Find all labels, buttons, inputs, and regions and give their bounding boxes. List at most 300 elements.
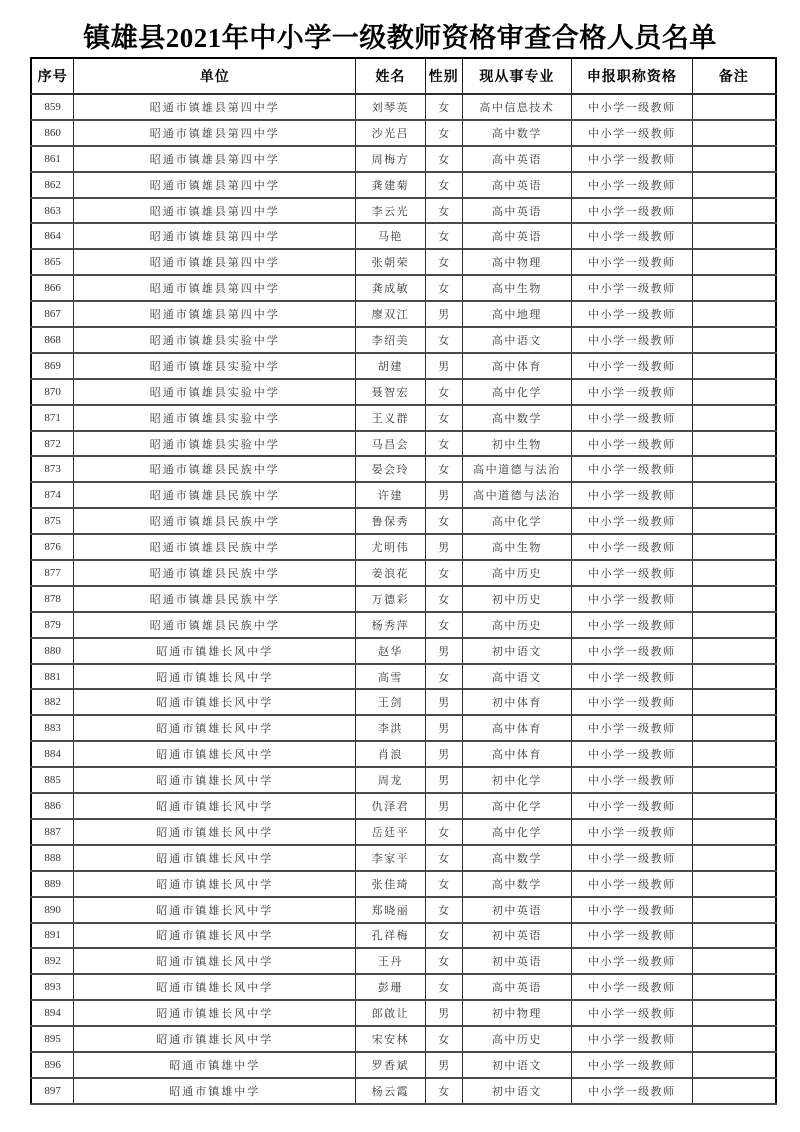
cell-rank: 中小学一级教师 [572, 1078, 692, 1104]
cell-unit: 昭通市镇雄长风中学 [74, 897, 356, 923]
cell-gender: 女 [425, 664, 462, 690]
cell-remark [692, 405, 776, 431]
cell-remark [692, 586, 776, 612]
cell-unit: 昭通市镇雄县第四中学 [74, 146, 356, 172]
table-row [31, 1052, 776, 1078]
table-row [31, 612, 776, 638]
cell-unit: 昭通市镇雄县实验中学 [74, 327, 356, 353]
cell-major: 高中物理 [462, 249, 571, 275]
cell-gender: 女 [425, 560, 462, 586]
cell-major: 高中化学 [462, 379, 571, 405]
cell-unit: 昭通市镇雄长风中学 [74, 767, 356, 793]
cell-unit: 昭通市镇雄长风中学 [74, 793, 356, 819]
cell-remark [692, 456, 776, 482]
cell-no: 859 [31, 94, 74, 120]
cell-no: 897 [31, 1078, 74, 1104]
cell-no: 892 [31, 948, 74, 974]
cell-gender: 男 [425, 1052, 462, 1078]
cell-remark [692, 845, 776, 871]
cell-rank: 中小学一级教师 [572, 94, 692, 120]
cell-name: 宋安林 [356, 1026, 425, 1052]
cell-rank: 中小学一级教师 [572, 431, 692, 457]
cell-name: 龚建菊 [356, 172, 425, 198]
cell-major: 高中体育 [462, 353, 571, 379]
table-row [31, 1078, 776, 1104]
cell-name: 郎啟让 [356, 1000, 425, 1026]
cell-no: 891 [31, 923, 74, 949]
column-header-rank: 申报职称资格 [572, 58, 692, 94]
cell-remark [692, 327, 776, 353]
cell-no: 882 [31, 689, 74, 715]
cell-gender: 女 [425, 379, 462, 405]
cell-gender: 男 [425, 482, 462, 508]
cell-gender: 男 [425, 793, 462, 819]
cell-name: 聂智宏 [356, 379, 425, 405]
cell-no: 864 [31, 223, 74, 249]
cell-rank: 中小学一级教师 [572, 275, 692, 301]
cell-name: 杨云霞 [356, 1078, 425, 1104]
cell-major: 初中语文 [462, 638, 571, 664]
cell-gender: 女 [425, 612, 462, 638]
cell-rank: 中小学一级教师 [572, 534, 692, 560]
cell-gender: 女 [425, 923, 462, 949]
cell-no: 876 [31, 534, 74, 560]
cell-remark [692, 612, 776, 638]
table-row [31, 638, 776, 664]
table-row [31, 819, 776, 845]
cell-remark [692, 534, 776, 560]
cell-no: 895 [31, 1026, 74, 1052]
column-header-name: 姓名 [356, 58, 425, 94]
cell-no: 861 [31, 146, 74, 172]
table-row [31, 1026, 776, 1052]
cell-major: 高中数学 [462, 845, 571, 871]
cell-name: 许建 [356, 482, 425, 508]
cell-rank: 中小学一级教师 [572, 715, 692, 741]
cell-rank: 中小学一级教师 [572, 897, 692, 923]
cell-major: 初中化学 [462, 767, 571, 793]
cell-remark [692, 871, 776, 897]
table-row [31, 94, 776, 120]
table-row [31, 379, 776, 405]
table-body [31, 94, 776, 1104]
cell-remark [692, 793, 776, 819]
table-row [31, 146, 776, 172]
cell-gender: 男 [425, 534, 462, 560]
cell-rank: 中小学一级教师 [572, 172, 692, 198]
cell-unit: 昭通市镇雄长风中学 [74, 819, 356, 845]
cell-no: 879 [31, 612, 74, 638]
cell-gender: 女 [425, 508, 462, 534]
cell-name: 高雪 [356, 664, 425, 690]
cell-major: 高中历史 [462, 1026, 571, 1052]
cell-remark [692, 897, 776, 923]
column-header-no: 序号 [31, 58, 74, 94]
cell-rank: 中小学一级教师 [572, 146, 692, 172]
cell-remark [692, 948, 776, 974]
cell-no: 865 [31, 249, 74, 275]
cell-no: 894 [31, 1000, 74, 1026]
cell-gender: 女 [425, 1026, 462, 1052]
cell-major: 高中历史 [462, 560, 571, 586]
cell-rank: 中小学一级教师 [572, 249, 692, 275]
cell-remark [692, 146, 776, 172]
cell-name: 刘琴英 [356, 94, 425, 120]
table-row [31, 405, 776, 431]
cell-unit: 昭通市镇雄县第四中学 [74, 249, 356, 275]
cell-no: 880 [31, 638, 74, 664]
cell-unit: 昭通市镇雄县实验中学 [74, 405, 356, 431]
cell-gender: 女 [425, 845, 462, 871]
table-header [31, 58, 776, 94]
cell-rank: 中小学一级教师 [572, 586, 692, 612]
cell-unit: 昭通市镇雄长风中学 [74, 948, 356, 974]
cell-rank: 中小学一级教师 [572, 379, 692, 405]
cell-gender: 女 [425, 586, 462, 612]
cell-name: 马昌会 [356, 431, 425, 457]
cell-no: 875 [31, 508, 74, 534]
cell-no: 884 [31, 741, 74, 767]
cell-name: 周梅方 [356, 146, 425, 172]
cell-no: 873 [31, 456, 74, 482]
cell-gender: 女 [425, 146, 462, 172]
table-row [31, 1000, 776, 1026]
cell-remark [692, 1078, 776, 1104]
cell-unit: 昭通市镇雄县民族中学 [74, 612, 356, 638]
cell-major: 高中历史 [462, 612, 571, 638]
cell-no: 883 [31, 715, 74, 741]
table-row [31, 871, 776, 897]
cell-remark [692, 379, 776, 405]
cell-unit: 昭通市镇雄长风中学 [74, 871, 356, 897]
cell-rank: 中小学一级教师 [572, 456, 692, 482]
cell-rank: 中小学一级教师 [572, 198, 692, 224]
table-row [31, 948, 776, 974]
cell-name: 姜浪花 [356, 560, 425, 586]
cell-rank: 中小学一级教师 [572, 1052, 692, 1078]
table-row [31, 275, 776, 301]
cell-major: 初中英语 [462, 897, 571, 923]
cell-gender: 女 [425, 249, 462, 275]
cell-major: 高中语文 [462, 664, 571, 690]
cell-gender: 女 [425, 819, 462, 845]
column-header-remark: 备注 [692, 58, 776, 94]
cell-major: 初中英语 [462, 948, 571, 974]
cell-major: 高中语文 [462, 327, 571, 353]
cell-no: 866 [31, 275, 74, 301]
cell-gender: 男 [425, 715, 462, 741]
cell-unit: 昭通市镇雄长风中学 [74, 689, 356, 715]
cell-major: 高中道德与法治 [462, 456, 571, 482]
cell-rank: 中小学一级教师 [572, 741, 692, 767]
cell-major: 高中化学 [462, 793, 571, 819]
cell-name: 张佳琦 [356, 871, 425, 897]
cell-no: 878 [31, 586, 74, 612]
cell-gender: 女 [425, 94, 462, 120]
cell-unit: 昭通市镇雄县第四中学 [74, 172, 356, 198]
cell-no: 863 [31, 198, 74, 224]
cell-gender: 男 [425, 741, 462, 767]
cell-gender: 女 [425, 120, 462, 146]
cell-gender: 女 [425, 871, 462, 897]
cell-remark [692, 689, 776, 715]
cell-name: 胡建 [356, 353, 425, 379]
cell-name: 郑晓丽 [356, 897, 425, 923]
cell-remark [692, 223, 776, 249]
cell-major: 初中语文 [462, 1078, 571, 1104]
cell-gender: 女 [425, 223, 462, 249]
table-row [31, 664, 776, 690]
cell-name: 王丹 [356, 948, 425, 974]
cell-name: 李绍美 [356, 327, 425, 353]
cell-major: 高中生物 [462, 275, 571, 301]
cell-major: 高中英语 [462, 198, 571, 224]
cell-unit: 昭通市镇雄县民族中学 [74, 560, 356, 586]
cell-gender: 女 [425, 327, 462, 353]
cell-gender: 男 [425, 767, 462, 793]
cell-remark [692, 198, 776, 224]
cell-rank: 中小学一级教师 [572, 948, 692, 974]
cell-gender: 女 [425, 405, 462, 431]
cell-major: 高中英语 [462, 223, 571, 249]
cell-name: 廖双江 [356, 301, 425, 327]
cell-remark [692, 638, 776, 664]
cell-rank: 中小学一级教师 [572, 327, 692, 353]
cell-unit: 昭通市镇雄县民族中学 [74, 482, 356, 508]
cell-gender: 女 [425, 456, 462, 482]
table-row [31, 689, 776, 715]
cell-major: 高中化学 [462, 508, 571, 534]
cell-remark [692, 1000, 776, 1026]
cell-unit: 昭通市镇雄县民族中学 [74, 508, 356, 534]
cell-name: 沙光吕 [356, 120, 425, 146]
cell-rank: 中小学一级教师 [572, 353, 692, 379]
cell-no: 887 [31, 819, 74, 845]
cell-name: 鲁保秀 [356, 508, 425, 534]
cell-no: 889 [31, 871, 74, 897]
cell-major: 高中化学 [462, 819, 571, 845]
cell-no: 868 [31, 327, 74, 353]
cell-name: 龚成敏 [356, 275, 425, 301]
cell-unit: 昭通市镇雄中学 [74, 1078, 356, 1104]
cell-gender: 女 [425, 974, 462, 1000]
cell-major: 高中信息技术 [462, 94, 571, 120]
cell-unit: 昭通市镇雄县第四中学 [74, 120, 356, 146]
table-row [31, 793, 776, 819]
qualified-teachers-table [30, 57, 777, 1105]
cell-major: 初中生物 [462, 431, 571, 457]
cell-no: 870 [31, 379, 74, 405]
cell-major: 初中历史 [462, 586, 571, 612]
cell-rank: 中小学一级教师 [572, 405, 692, 431]
table-row [31, 560, 776, 586]
cell-name: 张朝荣 [356, 249, 425, 275]
cell-no: 893 [31, 974, 74, 1000]
table-row [31, 301, 776, 327]
cell-gender: 女 [425, 948, 462, 974]
column-header-major: 现从事专业 [462, 58, 571, 94]
cell-remark [692, 715, 776, 741]
table-row [31, 767, 776, 793]
cell-rank: 中小学一级教师 [572, 1000, 692, 1026]
table-row [31, 431, 776, 457]
cell-gender: 男 [425, 638, 462, 664]
cell-name: 赵华 [356, 638, 425, 664]
cell-no: 874 [31, 482, 74, 508]
cell-remark [692, 741, 776, 767]
cell-name: 周龙 [356, 767, 425, 793]
cell-unit: 昭通市镇雄长风中学 [74, 845, 356, 871]
cell-remark [692, 1052, 776, 1078]
cell-major: 高中英语 [462, 172, 571, 198]
table-row [31, 223, 776, 249]
cell-name: 晏会玲 [356, 456, 425, 482]
cell-rank: 中小学一级教师 [572, 560, 692, 586]
cell-rank: 中小学一级教师 [572, 223, 692, 249]
cell-name: 孔祥梅 [356, 923, 425, 949]
cell-gender: 女 [425, 431, 462, 457]
cell-unit: 昭通市镇雄中学 [74, 1052, 356, 1078]
table-row [31, 327, 776, 353]
cell-major: 初中物理 [462, 1000, 571, 1026]
cell-name: 尤明伟 [356, 534, 425, 560]
cell-remark [692, 120, 776, 146]
cell-name: 彭珊 [356, 974, 425, 1000]
cell-name: 万德彩 [356, 586, 425, 612]
table-row [31, 249, 776, 275]
cell-major: 高中英语 [462, 146, 571, 172]
column-header-unit: 单位 [74, 58, 356, 94]
cell-no: 867 [31, 301, 74, 327]
cell-rank: 中小学一级教师 [572, 664, 692, 690]
cell-no: 896 [31, 1052, 74, 1078]
cell-unit: 昭通市镇雄县第四中学 [74, 198, 356, 224]
cell-remark [692, 172, 776, 198]
cell-name: 仇泽君 [356, 793, 425, 819]
cell-major: 高中体育 [462, 741, 571, 767]
cell-unit: 昭通市镇雄县实验中学 [74, 431, 356, 457]
cell-gender: 女 [425, 198, 462, 224]
cell-remark [692, 353, 776, 379]
table-row [31, 482, 776, 508]
cell-no: 890 [31, 897, 74, 923]
cell-name: 罗香斌 [356, 1052, 425, 1078]
cell-rank: 中小学一级教师 [572, 508, 692, 534]
cell-unit: 昭通市镇雄县实验中学 [74, 353, 356, 379]
cell-unit: 昭通市镇雄县民族中学 [74, 534, 356, 560]
table-row [31, 845, 776, 871]
cell-rank: 中小学一级教师 [572, 612, 692, 638]
cell-unit: 昭通市镇雄长风中学 [74, 664, 356, 690]
cell-unit: 昭通市镇雄长风中学 [74, 974, 356, 1000]
cell-name: 岳廷平 [356, 819, 425, 845]
cell-gender: 男 [425, 353, 462, 379]
cell-unit: 昭通市镇雄长风中学 [74, 1000, 356, 1026]
cell-unit: 昭通市镇雄县第四中学 [74, 275, 356, 301]
cell-gender: 女 [425, 897, 462, 923]
cell-rank: 中小学一级教师 [572, 1026, 692, 1052]
cell-gender: 女 [425, 172, 462, 198]
cell-gender: 男 [425, 301, 462, 327]
cell-unit: 昭通市镇雄县第四中学 [74, 94, 356, 120]
cell-no: 885 [31, 767, 74, 793]
header-row [31, 58, 776, 94]
cell-unit: 昭通市镇雄长风中学 [74, 638, 356, 664]
cell-rank: 中小学一级教师 [572, 974, 692, 1000]
cell-major: 高中体育 [462, 715, 571, 741]
cell-rank: 中小学一级教师 [572, 689, 692, 715]
cell-no: 862 [31, 172, 74, 198]
cell-rank: 中小学一级教师 [572, 482, 692, 508]
cell-rank: 中小学一级教师 [572, 923, 692, 949]
cell-remark [692, 275, 776, 301]
cell-name: 李洪 [356, 715, 425, 741]
cell-major: 高中数学 [462, 405, 571, 431]
cell-major: 高中数学 [462, 871, 571, 897]
cell-major: 高中数学 [462, 120, 571, 146]
cell-remark [692, 301, 776, 327]
cell-gender: 男 [425, 1000, 462, 1026]
cell-remark [692, 923, 776, 949]
cell-no: 871 [31, 405, 74, 431]
table-row [31, 923, 776, 949]
table-row [31, 897, 776, 923]
cell-major: 高中道德与法治 [462, 482, 571, 508]
table-row [31, 715, 776, 741]
cell-no: 881 [31, 664, 74, 690]
cell-rank: 中小学一级教师 [572, 767, 692, 793]
cell-remark [692, 431, 776, 457]
cell-remark [692, 974, 776, 1000]
table-row [31, 198, 776, 224]
cell-no: 888 [31, 845, 74, 871]
cell-no: 872 [31, 431, 74, 457]
table-row [31, 353, 776, 379]
table-row [31, 172, 776, 198]
cell-rank: 中小学一级教师 [572, 120, 692, 146]
cell-remark [692, 1026, 776, 1052]
cell-remark [692, 482, 776, 508]
cell-rank: 中小学一级教师 [572, 871, 692, 897]
cell-unit: 昭通市镇雄长风中学 [74, 923, 356, 949]
table-row [31, 741, 776, 767]
cell-no: 869 [31, 353, 74, 379]
cell-unit: 昭通市镇雄县民族中学 [74, 456, 356, 482]
table-row [31, 508, 776, 534]
cell-gender: 女 [425, 1078, 462, 1104]
cell-remark [692, 508, 776, 534]
cell-name: 杨秀萍 [356, 612, 425, 638]
cell-name: 王剑 [356, 689, 425, 715]
table-row [31, 456, 776, 482]
table-row [31, 120, 776, 146]
cell-remark [692, 664, 776, 690]
cell-unit: 昭通市镇雄县民族中学 [74, 586, 356, 612]
cell-gender: 女 [425, 275, 462, 301]
cell-major: 高中英语 [462, 974, 571, 1000]
cell-unit: 昭通市镇雄县第四中学 [74, 301, 356, 327]
cell-no: 860 [31, 120, 74, 146]
cell-rank: 中小学一级教师 [572, 845, 692, 871]
table-row [31, 974, 776, 1000]
cell-major: 初中体育 [462, 689, 571, 715]
cell-unit: 昭通市镇雄长风中学 [74, 715, 356, 741]
cell-name: 马艳 [356, 223, 425, 249]
cell-remark [692, 94, 776, 120]
cell-rank: 中小学一级教师 [572, 301, 692, 327]
cell-rank: 中小学一级教师 [572, 638, 692, 664]
cell-remark [692, 560, 776, 586]
